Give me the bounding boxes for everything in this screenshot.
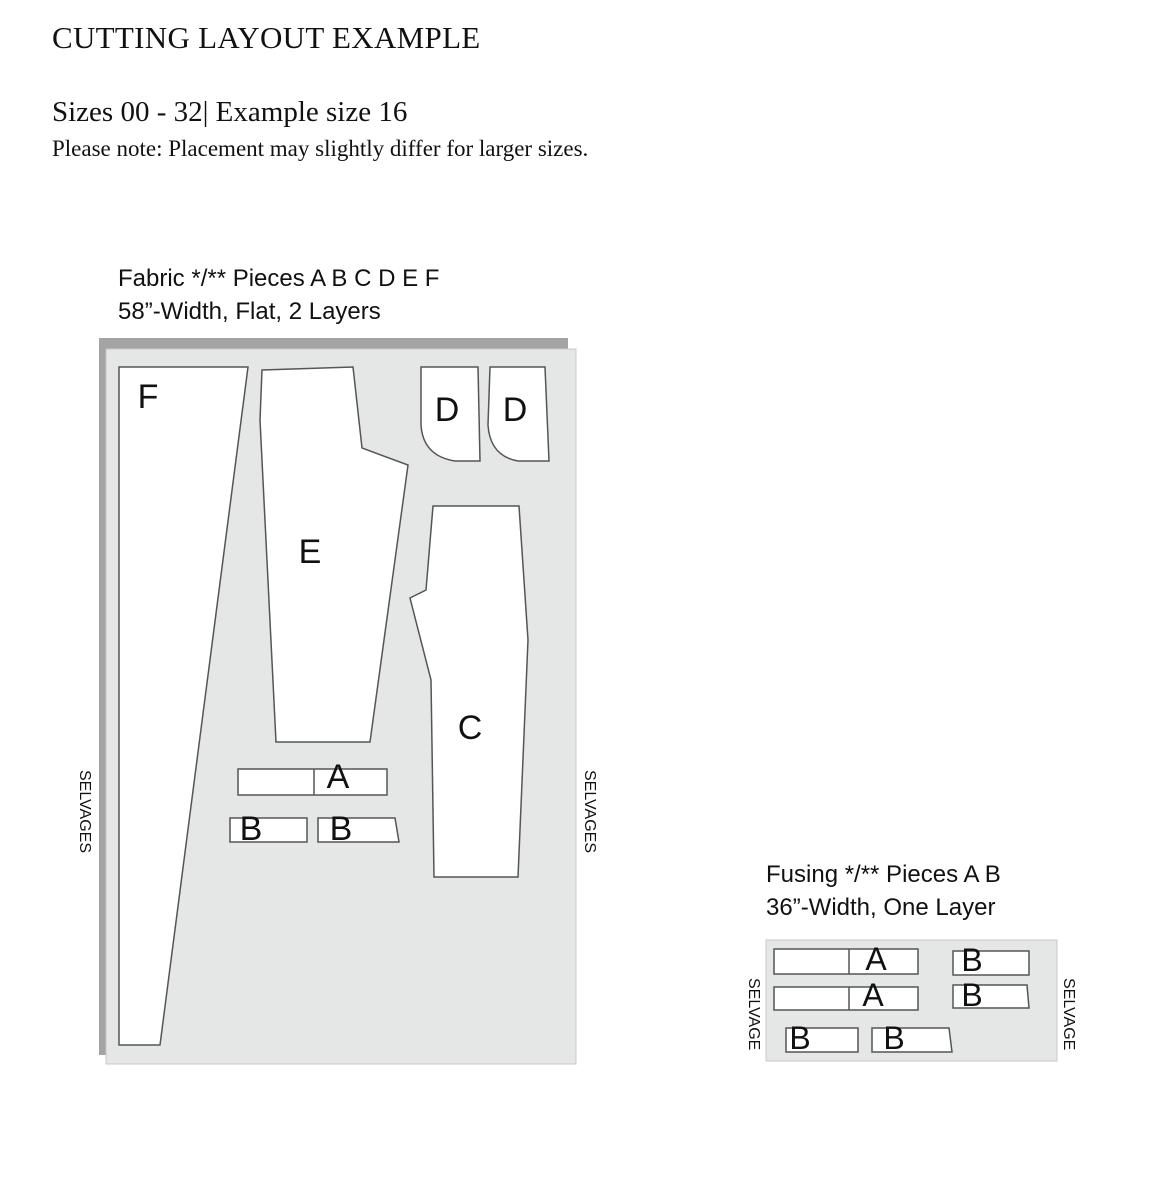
fabric-caption-width: 58”-Width, Flat, 2 Layers <box>118 298 381 325</box>
fabric-selvage-left: SELVAGES <box>76 770 93 853</box>
fusing-selvage-right: SELVAGE <box>1060 978 1077 1051</box>
piece-d1-label: D <box>434 391 460 429</box>
piece-a-label: A <box>326 758 350 796</box>
fusing-caption-pieces: Fusing */** Pieces A B <box>766 861 1001 888</box>
fusing-piece-b3-label: B <box>789 1020 811 1056</box>
fusing-piece-a2-label: A <box>862 977 884 1013</box>
fusing-piece-b1-label: B <box>961 942 983 978</box>
fabric-layout <box>76 338 598 1064</box>
fabric-selvage-right: SELVAGES <box>581 770 598 853</box>
piece-a <box>238 769 387 795</box>
fusing-piece-b4-label: B <box>883 1020 905 1056</box>
fusing-selvage-left: SELVAGE <box>745 978 762 1051</box>
piece-c-label: C <box>457 709 483 747</box>
fusing-piece-a2 <box>774 987 918 1010</box>
fusing-piece-a1-label: A <box>865 941 887 977</box>
piece-d2-label: D <box>502 391 528 429</box>
fusing-layout <box>745 940 1077 1061</box>
piece-b1-label: B <box>239 810 263 848</box>
placement-note: Please note: Placement may slightly differ for larger sizes. <box>52 136 589 161</box>
piece-b2-label: B <box>329 810 353 848</box>
fusing-piece-b2-label: B <box>961 977 983 1013</box>
fabric-caption-pieces: Fabric */** Pieces A B C D E F <box>118 265 440 292</box>
sizes-line: Sizes 00 - 32| Example size 16 <box>52 96 408 128</box>
fusing-caption-width: 36”-Width, One Layer <box>766 894 996 921</box>
piece-f-label: F <box>137 378 159 416</box>
page-title: CUTTING LAYOUT EXAMPLE <box>52 20 481 55</box>
piece-e-label: E <box>298 533 322 571</box>
fusing-piece-a1 <box>774 949 918 974</box>
